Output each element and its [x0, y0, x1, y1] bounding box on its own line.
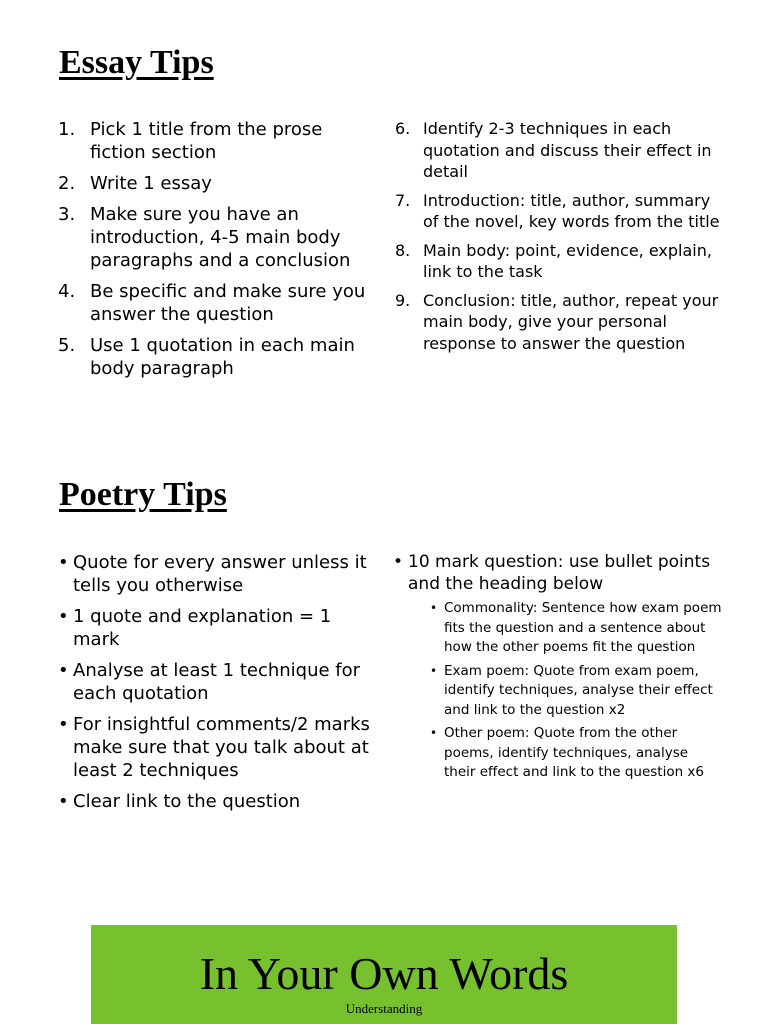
item-text: Main body: point, evidence, explain, link to the task — [423, 240, 712, 281]
item-text: Use 1 quotation in each main body paragraph — [90, 335, 355, 379]
item-text: Write 1 essay — [90, 173, 212, 194]
item-number: 9. — [395, 290, 411, 310]
sub-list — [408, 599, 723, 783]
item-number: 2. — [58, 173, 76, 194]
list-item — [58, 118, 378, 164]
list-item — [58, 172, 378, 195]
essay-tips-list-left — [58, 118, 378, 388]
list-item — [395, 290, 725, 355]
list-item — [58, 280, 378, 326]
list-item: • Clear link to the question — [58, 790, 378, 813]
list-item — [395, 190, 725, 233]
sub-list-item: • Exam poem: Quote from exam poem, identify techniques, analyse their effect and link to the question x2 — [430, 662, 723, 721]
poetry-tips-heading: Poetry Tips — [59, 476, 227, 513]
item-text: Pick 1 title from the prose fiction section — [90, 119, 323, 163]
essay-tips-heading: Essay Tips — [59, 44, 214, 81]
footer-banner — [91, 925, 677, 1024]
list-item — [395, 240, 725, 283]
essay-tips-list-right — [395, 118, 725, 361]
item-number: 3. — [58, 204, 76, 225]
list-item: • 1 quote and explanation = 1 mark — [58, 605, 378, 651]
item-text: Conclusion: title, author, repeat your main body, give your personal response to answer the question — [423, 290, 719, 353]
item-number: 8. — [395, 240, 411, 260]
item-text: Make sure you have an introduction, 4-5 main body paragraphs and a conclusion — [90, 204, 351, 271]
list-item — [58, 203, 378, 272]
item-number: 7. — [395, 190, 411, 210]
item-text: Identify 2-3 techniques in each quotation and discuss their effect in detail — [423, 119, 712, 181]
sub-list-item: • Other poem: Quote from the other poems, identify techniques, analyse their effect and link to the question x6 — [430, 724, 723, 783]
poetry-tips-list-left — [58, 551, 378, 821]
banner-subtitle: Understanding — [345, 1001, 423, 1016]
list-item — [395, 118, 725, 183]
list-item: • Quote for every answer unless it tells you otherwise — [58, 551, 378, 597]
poetry-tips-list-right — [393, 551, 723, 787]
list-item — [58, 334, 378, 380]
sub-list-item: • Commonality: Sentence how exam poem fits the question and a sentence about how the other poems fit the question — [430, 599, 723, 658]
item-number: 4. — [58, 281, 76, 302]
item-text: Be specific and make sure you answer the question — [90, 281, 366, 325]
item-text: Introduction: title, author, summary of the novel, key words from the title — [423, 190, 720, 231]
item-number: 5. — [58, 335, 76, 356]
item-number: 6. — [395, 119, 411, 138]
item-number: 1. — [58, 119, 76, 140]
list-item: • Analyse at least 1 technique for each quotation — [58, 659, 378, 705]
item-text: 10 mark question: use bullet points and the heading below — [408, 552, 711, 594]
list-item — [393, 551, 723, 783]
banner-title: In Your Own Words — [199, 948, 569, 999]
list-item: • For insightful comments/2 marks make sure that you talk about at least 2 techniques — [58, 713, 378, 782]
